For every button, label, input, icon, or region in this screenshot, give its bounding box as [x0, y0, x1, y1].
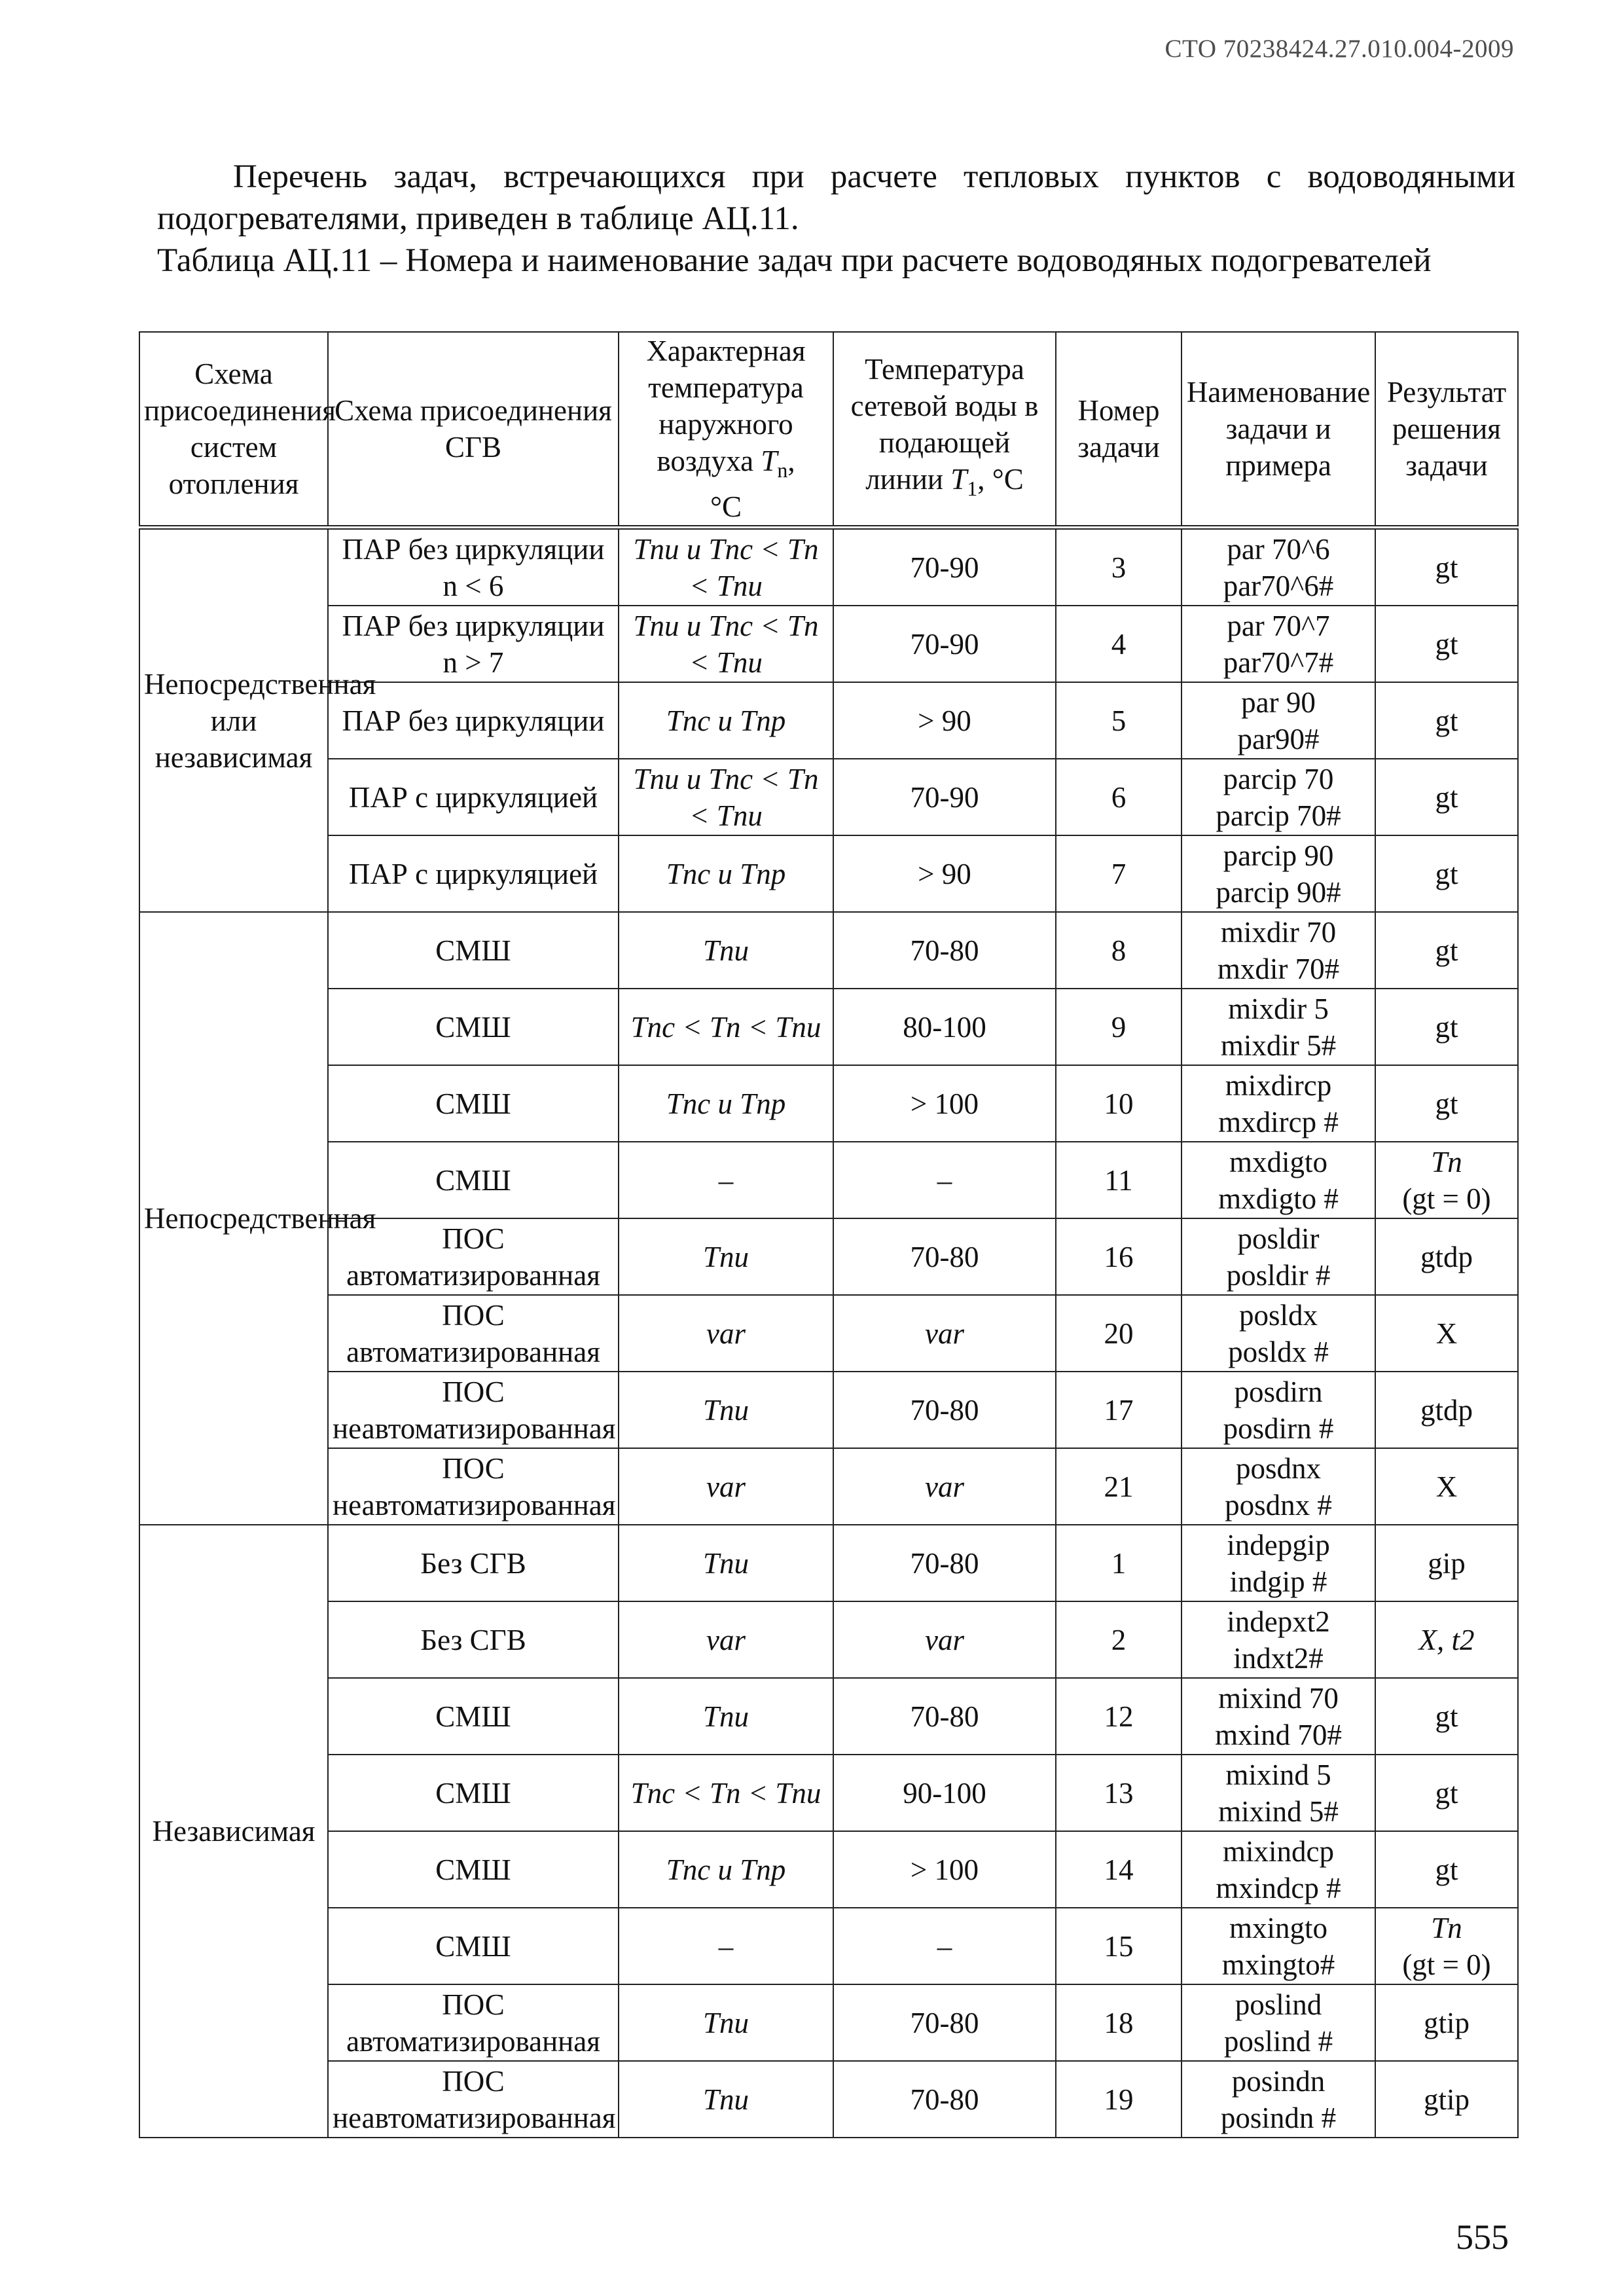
cell-dhw-scheme: Без СГВ [328, 1525, 619, 1601]
cell-outdoor-temp: var [619, 1601, 833, 1678]
task-name-line-1: posldir [1237, 1222, 1320, 1255]
task-name-line-2: mxdir 70# [1217, 952, 1340, 985]
cell-outdoor-temp: Tпи [619, 1984, 833, 2061]
cell-task-number: 20 [1056, 1295, 1182, 1372]
task-name-line-2: mxindcp # [1216, 1871, 1341, 1904]
table-row [139, 1601, 1518, 1678]
cell-water-temp: 70-80 [833, 1525, 1056, 1601]
cell-dhw-scheme: СМШ [328, 1678, 619, 1755]
cell-task-name [1182, 606, 1375, 682]
task-name-line-2: par90# [1237, 722, 1320, 756]
task-name-line-1: mxingto [1229, 1911, 1327, 1944]
cell-result [1375, 1525, 1518, 1601]
cell-dhw-scheme: ПОС неавтоматизированная [328, 1372, 619, 1448]
cell-water-temp: > 100 [833, 1065, 1056, 1142]
cell-dhw-scheme: СМШ [328, 912, 619, 989]
result-line-1: gt [1435, 1010, 1458, 1044]
cell-task-name [1182, 528, 1375, 606]
cell-dhw-scheme: СМШ [328, 1755, 619, 1831]
table-row [139, 528, 1518, 606]
result-line-1: gt [1435, 934, 1458, 967]
cell-outdoor-temp: Tпи [619, 1525, 833, 1601]
cell-task-name [1182, 1142, 1375, 1218]
result-line-1: gtip [1423, 2006, 1470, 2039]
cell-dhw-scheme: Без СГВ [328, 1601, 619, 1678]
table-row [139, 2061, 1518, 2138]
cell-dhw-scheme: ПОС автоматизированная [328, 1295, 619, 1372]
header-outdoor-temp-unit: °C [710, 490, 742, 523]
cell-task-name [1182, 989, 1375, 1065]
cell-dhw-scheme: ПАР с циркуляцией [328, 759, 619, 835]
cell-result [1375, 989, 1518, 1065]
cell-result [1375, 1372, 1518, 1448]
cell-task-name [1182, 1908, 1375, 1984]
cell-task-number: 19 [1056, 2061, 1182, 2138]
cell-task-name [1182, 1831, 1375, 1908]
task-name-line-1: parcip 90 [1223, 839, 1334, 872]
task-name-line-2: posldir # [1226, 1258, 1331, 1292]
table-row [139, 1678, 1518, 1755]
cell-outdoor-temp: Tпс и Tпр [619, 1065, 833, 1142]
cell-water-temp: 70-80 [833, 912, 1056, 989]
cell-task-number: 16 [1056, 1218, 1182, 1295]
task-name-line-1: par 70^7 [1227, 609, 1330, 642]
cell-heating-scheme: Непосредственная [139, 912, 328, 1525]
table-row [139, 1908, 1518, 1984]
cell-outdoor-temp: Tпс < Tп < Tпи [619, 989, 833, 1065]
result-line-1: gt [1435, 780, 1458, 814]
cell-task-number: 15 [1056, 1908, 1182, 1984]
cell-outdoor-temp: Tпи [619, 2061, 833, 2138]
cell-task-name [1182, 1755, 1375, 1831]
cell-dhw-scheme: ПАР без циркуляции [328, 682, 619, 759]
cell-water-temp: 90-100 [833, 1755, 1056, 1831]
header-outdoor-temp-sub: n [777, 458, 788, 482]
task-name-line-1: posldx [1238, 1298, 1318, 1332]
cell-result [1375, 1601, 1518, 1678]
task-name-line-1: mxdigto [1229, 1145, 1327, 1178]
cell-task-number: 5 [1056, 682, 1182, 759]
result-line-1: X, t2 [1418, 1623, 1475, 1656]
cell-task-name [1182, 1678, 1375, 1755]
cell-task-name [1182, 1984, 1375, 2061]
result-line-1: gt [1435, 551, 1458, 584]
task-name-line-2: par70^7# [1223, 646, 1334, 679]
result-line-1: X [1435, 1317, 1458, 1350]
task-name-line-2: poslind # [1223, 2024, 1333, 2058]
cell-water-temp: var [833, 1601, 1056, 1678]
cell-task-number: 11 [1056, 1142, 1182, 1218]
cell-water-temp: 70-80 [833, 1678, 1056, 1755]
result-line-1: gtdp [1420, 1240, 1473, 1273]
cell-task-number: 4 [1056, 606, 1182, 682]
result-line-1: gtdp [1420, 1393, 1473, 1427]
result-line-2: (gt = 0) [1402, 1948, 1491, 1981]
cell-dhw-scheme: ПОС автоматизированная [328, 1984, 619, 2061]
cell-water-temp: 70-80 [833, 1372, 1056, 1448]
cell-dhw-scheme: ПОС неавтоматизированная [328, 2061, 619, 2138]
result-line-1: X [1435, 1470, 1458, 1503]
result-line-1: gt [1435, 857, 1458, 890]
cell-result [1375, 682, 1518, 759]
task-name-line-2: posdirn # [1223, 1412, 1334, 1445]
cell-outdoor-temp: Tпи и Tпс < Tп < Tпи [619, 606, 833, 682]
cell-water-temp: – [833, 1908, 1056, 1984]
cell-result [1375, 2061, 1518, 2138]
cell-task-name [1182, 1218, 1375, 1295]
cell-dhw-scheme: СМШ [328, 989, 619, 1065]
cell-water-temp: 70-80 [833, 2061, 1056, 2138]
cell-result [1375, 759, 1518, 835]
header-water-temp [833, 332, 1056, 528]
cell-outdoor-temp: Tпи [619, 912, 833, 989]
cell-heating-scheme: Непосредственная или независимая [139, 528, 328, 913]
task-name-line-2: mixdir 5# [1220, 1029, 1337, 1062]
cell-task-number: 21 [1056, 1448, 1182, 1525]
result-line-1: gt [1435, 627, 1458, 661]
task-name-line-1: mixdir 5 [1228, 992, 1329, 1025]
cell-dhw-scheme: СМШ [328, 1065, 619, 1142]
result-line-1: gtip [1423, 2083, 1470, 2116]
task-name-line-2: mixind 5# [1218, 1795, 1339, 1828]
header-task-name: Наименование задачи и примера [1182, 332, 1375, 528]
cell-task-number: 3 [1056, 528, 1182, 606]
task-name-line-2: indgip # [1229, 1565, 1327, 1598]
cell-result [1375, 912, 1518, 989]
intro-text [157, 156, 1515, 282]
cell-task-number: 10 [1056, 1065, 1182, 1142]
task-name-line-2: mxdigto # [1218, 1182, 1339, 1215]
cell-heating-scheme: Независимая [139, 1525, 328, 2138]
cell-task-number: 14 [1056, 1831, 1182, 1908]
task-name-line-1: mixind 70 [1218, 1681, 1339, 1715]
table-row [139, 1984, 1518, 2061]
cell-dhw-scheme: ПАР с циркуляцией [328, 835, 619, 912]
cell-result [1375, 1142, 1518, 1218]
task-name-line-2: mxdircp # [1218, 1105, 1339, 1139]
cell-water-temp: 70-80 [833, 1984, 1056, 2061]
task-name-line-2: parcip 70# [1216, 799, 1341, 832]
cell-task-number: 6 [1056, 759, 1182, 835]
cell-outdoor-temp: Tпи и Tпс < Tп < Tпи [619, 759, 833, 835]
cell-water-temp: 80-100 [833, 989, 1056, 1065]
task-name-line-1: parcip 70 [1223, 762, 1334, 795]
table-caption: Таблица АЦ.11 – Номера и наименование задач при расчете водоводяных подогревателей [157, 242, 1432, 279]
cell-task-number: 7 [1056, 835, 1182, 912]
cell-outdoor-temp: Tпс и Tпр [619, 1831, 833, 1908]
header-dhw-scheme: Схема присоединения СГВ [328, 332, 619, 528]
tasks-table [139, 331, 1519, 2138]
table-row [139, 1295, 1518, 1372]
result-line-1: gt [1435, 1776, 1458, 1810]
header-result: Результат решения задачи [1375, 332, 1518, 528]
cell-task-number: 8 [1056, 912, 1182, 989]
header-outdoor-temp: Характерная температура наружного воздуха $T_n$, °C [619, 332, 833, 528]
result-line-1: Tп [1431, 1145, 1462, 1178]
cell-task-name [1182, 835, 1375, 912]
task-name-line-2: posdnx # [1225, 1488, 1332, 1522]
header-water-temp-sub: 1 [967, 477, 978, 500]
cell-task-name [1182, 1065, 1375, 1142]
result-line-1: gip [1428, 1546, 1466, 1580]
page-number: 555 [1456, 2217, 1509, 2257]
cell-task-number: 17 [1056, 1372, 1182, 1448]
task-name-line-1: mixdircp [1225, 1068, 1332, 1102]
result-line-1: gt [1435, 704, 1458, 737]
cell-outdoor-temp: Tпи [619, 1372, 833, 1448]
table-row [139, 912, 1518, 989]
cell-result [1375, 1065, 1518, 1142]
cell-task-name [1182, 2061, 1375, 2138]
cell-task-name [1182, 682, 1375, 759]
cell-outdoor-temp: – [619, 1908, 833, 1984]
task-name-line-1: poslind [1235, 1988, 1322, 2021]
cell-dhw-scheme: ПАР без циркуляции n > 7 [328, 606, 619, 682]
cell-result [1375, 1448, 1518, 1525]
result-line-1: gt [1435, 1853, 1458, 1886]
cell-dhw-scheme: СМШ [328, 1908, 619, 1984]
table-row [139, 1372, 1518, 1448]
cell-task-name [1182, 1372, 1375, 1448]
intro-paragraph: Перечень задач, встречающихся при расчете тепловых пунктов с водоводяными подогревателями, приведен в таблице АЦ.11. [157, 158, 1515, 237]
header-outdoor-temp-symbol: T [761, 445, 778, 477]
cell-outdoor-temp: – [619, 1142, 833, 1218]
cell-outdoor-temp: Tпс < Tп < Tпи [619, 1755, 833, 1831]
table-row [139, 1831, 1518, 1908]
cell-result [1375, 606, 1518, 682]
result-line-1: gt [1435, 1087, 1458, 1120]
cell-result [1375, 1295, 1518, 1372]
cell-task-number: 2 [1056, 1601, 1182, 1678]
cell-task-number: 18 [1056, 1984, 1182, 2061]
header-outdoor-temp-text: Характерная температура наружного воздуха [646, 335, 806, 477]
task-name-line-2: posldx # [1228, 1335, 1329, 1368]
table-body [139, 528, 1518, 2138]
header-water-temp-unit: , °C [977, 463, 1024, 496]
cell-dhw-scheme: ПОС автоматизированная [328, 1218, 619, 1295]
cell-task-number: 13 [1056, 1755, 1182, 1831]
task-name-line-2: posindn # [1220, 2101, 1337, 2134]
cell-result [1375, 1908, 1518, 1984]
table-row [139, 835, 1518, 912]
cell-dhw-scheme: ПАР без циркуляции n < 6 [328, 528, 619, 606]
cell-task-name [1182, 912, 1375, 989]
task-name-line-2: mxingto# [1221, 1948, 1335, 1981]
task-name-line-1: indepxt2 [1227, 1605, 1330, 1638]
task-name-line-2: par70^6# [1223, 569, 1334, 602]
table-row [139, 759, 1518, 835]
cell-dhw-scheme: СМШ [328, 1142, 619, 1218]
cell-task-name [1182, 1525, 1375, 1601]
result-line-2: (gt = 0) [1402, 1182, 1491, 1215]
task-name-line-2: indxt2# [1233, 1641, 1324, 1675]
table-row [139, 1525, 1518, 1601]
header-task-number: Номер задачи [1056, 332, 1182, 528]
cell-result [1375, 835, 1518, 912]
task-name-line-1: mixind 5 [1225, 1758, 1331, 1791]
table-header-row [139, 332, 1518, 528]
document-code: СТО 70238424.27.010.004-2009 [1164, 35, 1514, 63]
cell-task-number: 1 [1056, 1525, 1182, 1601]
cell-task-number: 9 [1056, 989, 1182, 1065]
task-name-line-2: mxind 70# [1215, 1718, 1342, 1751]
cell-result [1375, 1831, 1518, 1908]
header-heating-scheme: Схема присоединения систем отопления [139, 332, 328, 528]
task-name-line-1: par 90 [1241, 685, 1316, 719]
cell-water-temp: var [833, 1448, 1056, 1525]
cell-water-temp: 70-90 [833, 606, 1056, 682]
cell-water-temp: > 90 [833, 835, 1056, 912]
cell-task-number: 12 [1056, 1678, 1182, 1755]
cell-outdoor-temp: var [619, 1295, 833, 1372]
task-name-line-1: posindn [1231, 2064, 1326, 2098]
cell-outdoor-temp: var [619, 1448, 833, 1525]
cell-outdoor-temp: Tпи и Tпс < Tп < Tпи [619, 528, 833, 606]
cell-water-temp: var [833, 1295, 1056, 1372]
cell-task-name [1182, 1448, 1375, 1525]
cell-water-temp: 70-80 [833, 1218, 1056, 1295]
table-row [139, 1448, 1518, 1525]
cell-task-name [1182, 759, 1375, 835]
cell-water-temp: 70-90 [833, 759, 1056, 835]
header-water-temp-text: Температура сетевой воды в подающей линии [850, 353, 1039, 496]
task-name-line-2: parcip 90# [1216, 875, 1341, 909]
cell-water-temp: 70-90 [833, 528, 1056, 606]
result-line-1: gt [1435, 1700, 1458, 1733]
cell-task-name [1182, 1295, 1375, 1372]
result-line-1: Tп [1431, 1911, 1462, 1944]
cell-water-temp: > 100 [833, 1831, 1056, 1908]
task-name-line-1: indepgip [1227, 1528, 1330, 1561]
cell-result [1375, 1218, 1518, 1295]
table-row [139, 1755, 1518, 1831]
cell-result [1375, 528, 1518, 606]
table-row [139, 989, 1518, 1065]
cell-dhw-scheme: СМШ [328, 1831, 619, 1908]
task-name-line-1: par 70^6 [1227, 532, 1330, 566]
task-name-line-1: posdirn [1234, 1375, 1323, 1408]
cell-water-temp: – [833, 1142, 1056, 1218]
cell-water-temp: > 90 [833, 682, 1056, 759]
header-water-temp-symbol: T [950, 463, 967, 496]
cell-task-name [1182, 1601, 1375, 1678]
cell-dhw-scheme: ПОС неавтоматизированная [328, 1448, 619, 1525]
cell-result [1375, 1984, 1518, 2061]
table-row [139, 1065, 1518, 1142]
task-name-line-1: mixdir 70 [1220, 915, 1337, 949]
cell-result [1375, 1678, 1518, 1755]
task-name-line-1: posdnx [1235, 1451, 1321, 1485]
cell-outdoor-temp: Tпи [619, 1678, 833, 1755]
cell-result [1375, 1755, 1518, 1831]
cell-outdoor-temp: Tпи [619, 1218, 833, 1295]
cell-outdoor-temp: Tпс и Tпр [619, 682, 833, 759]
cell-outdoor-temp: Tпс и Tпр [619, 835, 833, 912]
task-name-line-1: mixindcp [1223, 1834, 1334, 1868]
